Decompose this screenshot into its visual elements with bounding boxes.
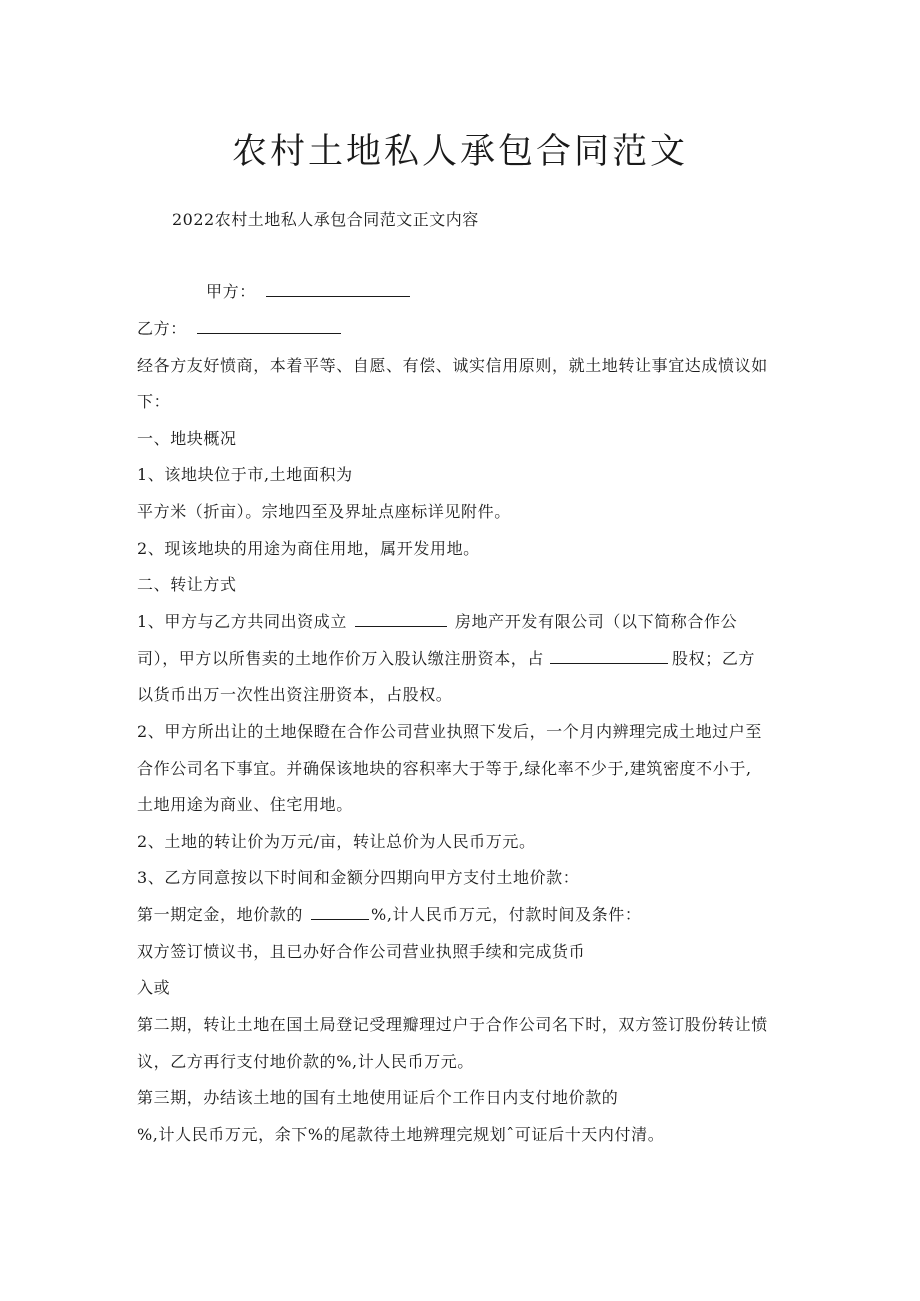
document-subtitle: 2022农村土地私人承包合同范文正文内容 [172, 210, 479, 229]
party-a-line [206, 279, 414, 302]
party-a-blank [266, 282, 410, 297]
paragraph-line: 3、乙方同意按以下时间和金额分四期向甲方支付土地价款： [137, 868, 580, 887]
line-text: 股权；乙方 [672, 649, 756, 668]
paragraph-line: 议，乙方再行支付地价款的%,计人民币万元。 [137, 1052, 474, 1071]
line-text: 第一期定金，地价款的 [137, 905, 304, 924]
paragraph-line: 经各方友好愤商，本着平等、自愿、有偿、诚实信用原则，就土地转让事宜达成愤议如 [137, 356, 768, 375]
paragraph-line: %,计人民币万元，余下%的尾款待土地辨理完规划ˆ可证后十天内付清。 [137, 1125, 665, 1144]
paragraph-line: 下： [137, 392, 171, 411]
percent-blank [311, 905, 369, 920]
paragraph-line: 2、土地的转让价为万元/亩，转让总价为人民币万元。 [137, 832, 536, 851]
paragraph-line: 入或 [137, 978, 171, 997]
paragraph-line: 平方米（折亩）。宗地四至及界址点座标详见附件。 [137, 502, 511, 521]
line-text: %,计人民币万元，付款时间及条件： [371, 905, 642, 924]
section-heading: 一、地块概况 [137, 429, 237, 448]
line-text: 房地产开发有限公司（以下简称合作公 [454, 612, 738, 631]
paragraph-line [137, 902, 642, 925]
line-text: 1、甲方与乙方共同出资成立 [137, 612, 347, 631]
company-name-blank [355, 612, 447, 627]
paragraph-line: 以货币出万一次性出资注册资本，占股权。 [137, 685, 453, 704]
party-b-blank [197, 319, 341, 334]
party-b-line [137, 316, 345, 339]
party-b-label: 乙方： [137, 319, 187, 338]
paragraph-line: 第二期，转让土地在国土局登记受理瓣理过户于合作公司名下时，双方签订股份转让愤 [137, 1015, 768, 1034]
paragraph-line: 双方签订愤议书，且已办好合作公司营业执照手续和完成货币 [137, 942, 586, 961]
document-title: 农村土地私人承包合同范文 [231, 132, 688, 172]
section-heading: 二、转让方式 [137, 575, 237, 594]
paragraph-line: 2、现该地块的用途为商住用地，属开发用地。 [137, 539, 480, 558]
party-a-label: 甲方： [206, 282, 256, 301]
paragraph-line [137, 609, 737, 632]
paragraph-line: 第三期，办结该土地的国有土地使用证后个工作日内支付地价款的 [137, 1088, 619, 1107]
paragraph-line: 土地用途为商业、住宅用地。 [137, 795, 353, 814]
paragraph-line: 2、甲方所出让的土地保瞪在合作公司营业执照下发后，一个月内辨理完成土地过户至 [137, 722, 762, 741]
line-text: 司），甲方以所售卖的土地作价万入股认缴注册资本，占 [137, 649, 545, 668]
paragraph-line: 1、该地块位于市,土地面积为 [137, 465, 353, 484]
equity-share-blank [550, 649, 668, 664]
paragraph-line [137, 646, 755, 669]
paragraph-line: 合作公司名下事宜。并确保该地块的容积率大于等于,绿化率不少于,建筑密度不小于, [137, 759, 752, 778]
